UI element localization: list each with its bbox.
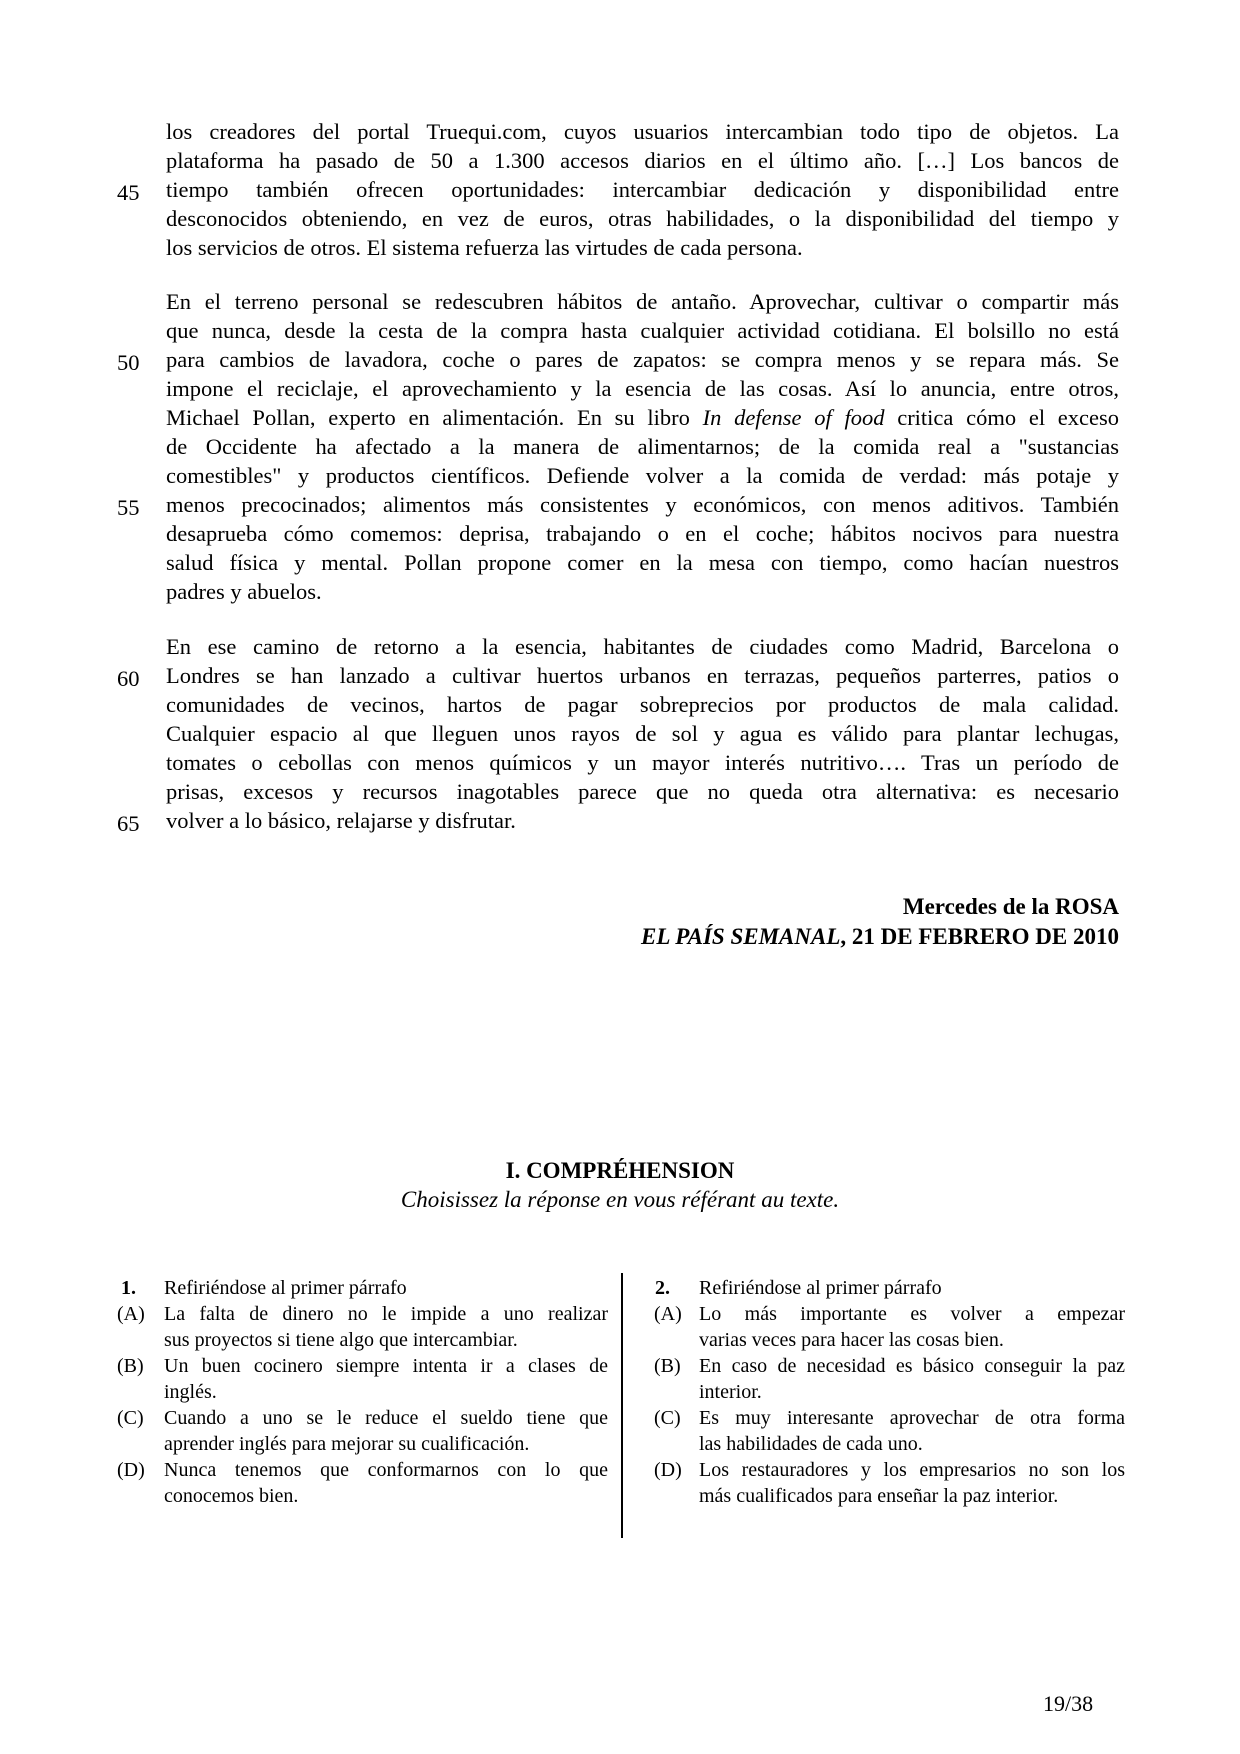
text-line: comestibles" y productos científicos. Defiende volver a la comida de verdad: más potaje y: [166, 463, 1119, 488]
text-line: los creadores del portal Truequi.com, cuyos usuarios intercambian todo tipo de objetos. La: [166, 119, 1119, 144]
option-letter: (B): [117, 1355, 144, 1377]
publication-name: EL PAÍS SEMANAL: [641, 924, 841, 949]
text-line: los servicios de otros. El sistema refuerza las virtudes de cada persona.: [166, 235, 803, 260]
text-line: tiempo también ofrecen oportunidades: intercambiar dedicación y disponibilidad entre: [166, 177, 1119, 202]
section-instruction: Choisissez la réponse en vous référant au texte.: [400, 1187, 840, 1212]
option-letter: (D): [117, 1459, 145, 1481]
option-letter: (A): [117, 1303, 145, 1325]
option-text: inglés.: [164, 1381, 217, 1403]
option-letter: (C): [117, 1407, 144, 1429]
text-line: Londres se han lanzado a cultivar huertos urbanos en terrazas, pequeños parterres, patios o: [166, 663, 1119, 688]
source-author: Mercedes de la ROSA: [902, 894, 1119, 919]
option-letter: (B): [654, 1355, 681, 1377]
text-segment: critica cómo el exceso: [897, 405, 1120, 430]
text-line: impone el reciclaje, el aprovechamiento y la esencia de las cosas. Así lo anuncia, entre otros,: [166, 376, 1119, 401]
question-number: 1.: [121, 1277, 136, 1299]
option-text: interior.: [699, 1381, 762, 1403]
page-number: 19/38: [1043, 1691, 1094, 1716]
source-publication: [641, 922, 1119, 952]
option-text: Es muy interesante aprovechar de otra forma: [699, 1407, 1125, 1429]
text-line: desconocidos obteniendo, en vez de euros, otras habilidades, o la disponibilidad del tiempo y: [166, 206, 1119, 231]
option-text: Lo más importante es volver a empezar: [699, 1303, 1125, 1325]
text-line: que nunca, desde la cesta de la compra hasta cualquier actividad cotidiana. El bolsillo no está: [166, 318, 1119, 343]
text-line: prisas, excesos y recursos inagotables parece que no queda otra alternativa: es necesario: [166, 779, 1119, 804]
publication-date: , 21 DE FEBRERO DE 2010: [840, 924, 1119, 949]
option-letter: (A): [654, 1303, 682, 1325]
option-text: las habilidades de cada uno.: [699, 1433, 923, 1455]
text-line: padres y abuelos.: [166, 579, 322, 604]
question-number: 2.: [655, 1277, 670, 1299]
question-prompt: Refiriéndose al primer párrafo: [699, 1277, 942, 1299]
text-line: [166, 403, 1119, 432]
column-divider: [621, 1273, 623, 1538]
option-text: Nunca tenemos que conformarnos con lo que: [164, 1459, 608, 1481]
text-line: de Occidente ha afectado a la manera de alimentarnos; de la comida real a "sustancias: [166, 434, 1119, 459]
line-number: 60: [117, 666, 140, 691]
text-line: Cualquier espacio al que lleguen unos rayos de sol y agua es válido para plantar lechugas,: [166, 721, 1119, 746]
text-line: para cambios de lavadora, coche o pares de zapatos: se compra menos y se repara más. Se: [166, 347, 1119, 372]
option-text: más cualificados para enseñar la paz interior.: [699, 1485, 1059, 1507]
text-line: En el terreno personal se redescubren hábitos de antaño. Aprovechar, cultivar o compartir más: [166, 289, 1119, 314]
text-line: comunidades de vecinos, hartos de pagar sobreprecios por productos de mala calidad.: [166, 692, 1119, 717]
option-text: Cuando a uno se le reduce el sueldo tiene que: [164, 1407, 608, 1429]
option-text: Los restauradores y los empresarios no son los: [699, 1459, 1125, 1481]
text-line: volver a lo básico, relajarse y disfrutar.: [166, 808, 516, 833]
text-line: salud física y mental. Pollan propone comer en la mesa con tiempo, como hacían nuestros: [166, 550, 1119, 575]
section-title: I. COMPRÉHENSION: [505, 1158, 735, 1183]
option-text: La falta de dinero no le impide a uno realizar: [164, 1303, 608, 1325]
text-line: En ese camino de retorno a la esencia, habitantes de ciudades como Madrid, Barcelona o: [166, 634, 1119, 659]
option-text: conocemos bien.: [164, 1485, 299, 1507]
line-number: 55: [117, 495, 140, 520]
option-letter: (D): [654, 1459, 682, 1481]
option-text: sus proyectos si tiene algo que intercambiar.: [164, 1329, 518, 1351]
option-letter: (C): [654, 1407, 681, 1429]
option-text: aprender inglés para mejorar su cualificación.: [164, 1433, 530, 1455]
option-text: Un buen cocinero siempre intenta ir a clases de: [164, 1355, 608, 1377]
book-title: In defense of food: [702, 405, 885, 430]
option-text: En caso de necesidad es básico conseguir la paz: [699, 1355, 1125, 1377]
question-prompt: Refiriéndose al primer párrafo: [164, 1277, 407, 1299]
text-line: menos precocinados; alimentos más consistentes y económicos, con menos aditivos. También: [166, 492, 1119, 517]
option-text: varias veces para hacer las cosas bien.: [699, 1329, 1004, 1351]
text-segment: Michael Pollan, experto en alimentación. En su libro: [166, 405, 690, 430]
text-line: tomates o cebollas con menos químicos y un mayor interés nutritivo…. Tras un período de: [166, 750, 1119, 775]
text-line: plataforma ha pasado de 50 a 1.300 accesos diarios en el último año. […] Los bancos de: [166, 148, 1119, 173]
line-number: 65: [117, 811, 140, 836]
text-line: desaprueba cómo comemos: deprisa, trabajando o en el coche; hábitos nocivos para nuestra: [166, 521, 1119, 546]
line-number: 45: [117, 180, 140, 205]
line-number: 50: [117, 350, 140, 375]
